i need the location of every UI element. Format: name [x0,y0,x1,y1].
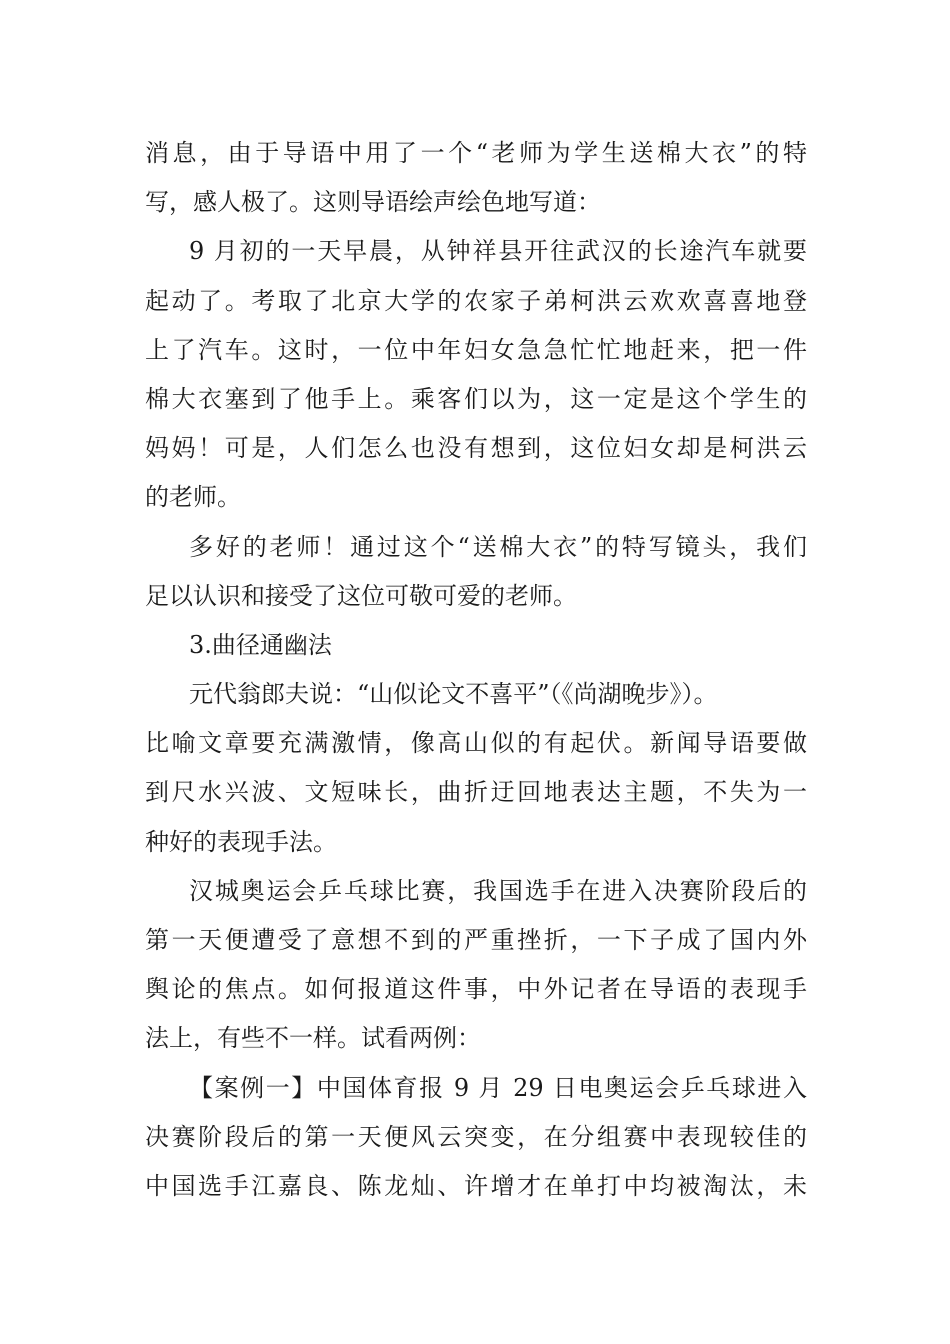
text-line: 舆论的焦点。如何报道这件事，中外记者在导语的表现手 [145,975,807,1004]
text-line: 消息，由于导语中用了一个“老师为学生送棉大衣”的特 [145,139,807,167]
text-line: 汉城奥运会乒乓球比赛，我国选手在进入决赛阶段后的 [189,876,807,905]
text-line: 3.曲径通幽法 [189,630,332,659]
text-line: 妈妈！可是，人们怎么也没有想到，这位妇女却是柯洪云 [145,434,807,463]
text-line: 第一天便遭受了意想不到的严重挫折，一下子成了国内外 [145,926,807,954]
text-line: 到尺水兴波、文短味长，曲折迂回地表达主题，不失为一 [145,778,807,807]
text-line: 法上，有些不一样。试看两例： [145,1024,481,1053]
text-line: 的老师。 [145,483,241,512]
text-line: 9 月初的一天早晨，从钟祥县开往武汉的长途汽车就要 [189,237,807,266]
text-line: 决赛阶段后的第一天便风云突变，在分组赛中表现较佳的 [145,1122,807,1151]
text-line: 上了汽车。这时，一位中年妇女急急忙忙地赶来，把一件 [145,335,807,364]
text-line: 比喻文章要充满激情，像高山似的有起伏。新闻导语要做 [145,729,807,758]
text-line: 元代翁郎夫说：“山似论文不喜平”（《尚湖晚步》）。 [189,680,718,709]
text-line: 足以认识和接受了这位可敬可爱的老师。 [145,581,577,610]
text-line: 种好的表现手法。 [145,827,337,856]
text-line: 多好的老师！通过这个“送棉大衣”的特写镜头，我们 [189,532,807,561]
text-line: 起动了。考取了北京大学的农家子弟柯洪云欢欢喜喜地登 [145,286,807,315]
text-line: 中国选手江嘉良、陈龙灿、许增才在单打中均被淘汰，未 [145,1171,807,1200]
text-line: 棉大衣塞到了他手上。乘客们以为，这一定是这个学生的 [145,384,807,413]
text-line: 【案例一】中国体育报 9 月 29 日电奥运会乒乓球进入 [189,1073,807,1102]
text-line: 写，感人极了。这则导语绘声绘色地写道： [145,188,601,217]
body-text [145,129,807,1211]
